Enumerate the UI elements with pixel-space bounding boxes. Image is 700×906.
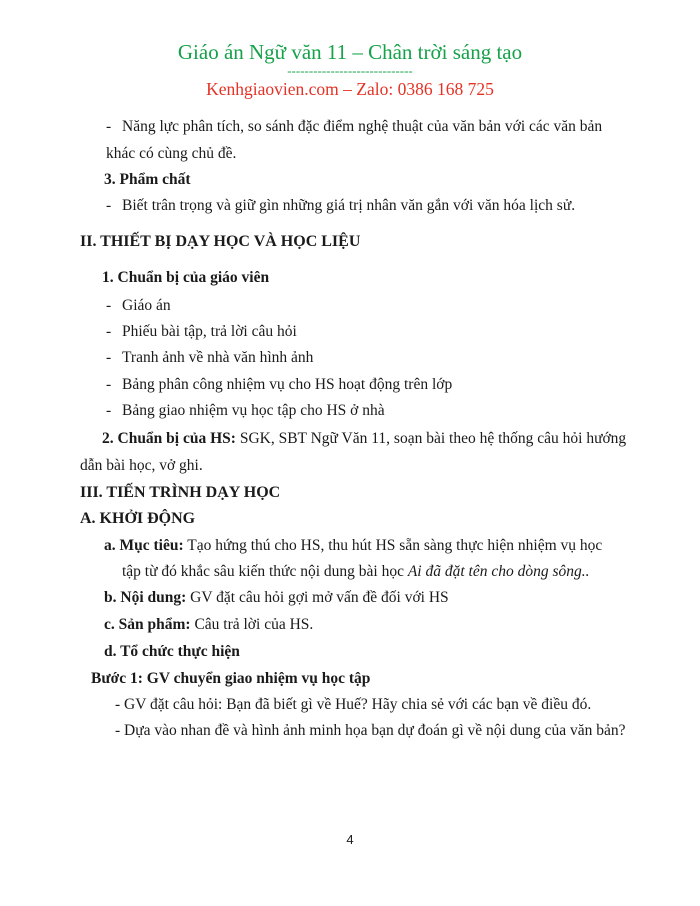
objective-line-cont — [122, 563, 590, 581]
objective-line — [104, 537, 602, 555]
student-prep-text: SGK, SBT Ngữ Văn 11, soạn bài theo hệ thống câu hỏi hướng — [235, 430, 627, 447]
teacher-prep-item: Giáo án — [122, 297, 171, 314]
teacher-prep-item: Bảng giao nhiệm vụ học tập cho HS ở nhà — [122, 402, 385, 419]
objective-text-cont: tập từ đó khắc sâu kiến thức nội dung bài học — [122, 563, 408, 580]
bullet-dash: - — [106, 197, 112, 214]
student-prep-line — [102, 430, 626, 448]
product-text: Câu trả lời của HS. — [190, 616, 314, 633]
section-3-title: III. TIẾN TRÌNH DẠY HỌC — [80, 484, 281, 501]
question-1: - GV đặt câu hỏi: Bạn đã biết gì về Huế? Hãy chia sẻ với các bạn về điều đó. — [115, 696, 592, 713]
bullet-dash: - — [106, 402, 112, 419]
page-number: 4 — [346, 832, 354, 847]
bullet-dash: - — [106, 349, 112, 366]
header-title: Giáo án Ngữ văn 11 – Chân trời sáng tạo — [177, 40, 523, 64]
organization-heading: d. Tổ chức thực hiện — [104, 643, 240, 660]
qualities-item: Biết trân trọng và giữ gìn những giá trị nhân văn gắn với văn hóa lịch sử. — [122, 197, 576, 214]
objective-text: Tạo hứng thú cho HS, thu hút HS sẵn sàng thực hiện nhiệm vụ học — [183, 537, 603, 554]
bullet-dash: - — [106, 297, 112, 314]
bullet-dash: - — [106, 118, 112, 135]
skill-line-1-cont: khác có cùng chủ đề. — [106, 145, 237, 162]
lesson-title: Ai đã đặt tên cho dòng sông.. — [407, 563, 590, 580]
step-1-heading: Bước 1: GV chuyển giao nhiệm vụ học tập — [91, 670, 371, 687]
bullet-dash: - — [106, 323, 112, 340]
content-label: b. Nội dung: — [104, 589, 187, 606]
section-a-title: A. KHỞI ĐỘNG — [80, 510, 196, 527]
section-2-title: II. THIẾT BỊ DẠY HỌC VÀ HỌC LIỆU — [80, 233, 361, 250]
qualities-heading: 3. Phẩm chất — [104, 171, 191, 188]
teacher-prep-item: Tranh ảnh về nhà văn hình ảnh — [122, 349, 314, 366]
teacher-prep-item: Bảng phân công nhiệm vụ cho HS hoạt động trên lớp — [122, 376, 453, 393]
content-line — [104, 589, 449, 607]
product-line — [104, 616, 313, 634]
content-text: GV đặt câu hỏi gợi mở vấn đề đối với HS — [186, 589, 449, 606]
student-prep-label: 2. Chuẩn bị của HS: — [102, 430, 236, 447]
teacher-prep-item: Phiếu bài tập, trả lời câu hỏi — [122, 323, 297, 340]
header-site: Kenhgiaovien.com – Zalo: 0386 168 725 — [206, 79, 494, 99]
header-divider: ----------------------------- — [287, 63, 413, 78]
skill-line-1: Năng lực phân tích, so sánh đặc điểm nghệ thuật của văn bản với các văn bản — [122, 118, 603, 135]
question-2: - Dựa vào nhan đề và hình ảnh minh họa bạn dự đoán gì về nội dung của văn bản? — [115, 722, 626, 739]
product-label: c. Sản phẩm: — [104, 616, 191, 633]
teacher-prep-heading: 1. Chuẩn bị của giáo viên — [102, 269, 270, 286]
objective-label: a. Mục tiêu: — [104, 537, 184, 554]
bullet-dash: - — [106, 376, 112, 393]
student-prep-cont: dẫn bài học, vở ghi. — [80, 457, 203, 474]
